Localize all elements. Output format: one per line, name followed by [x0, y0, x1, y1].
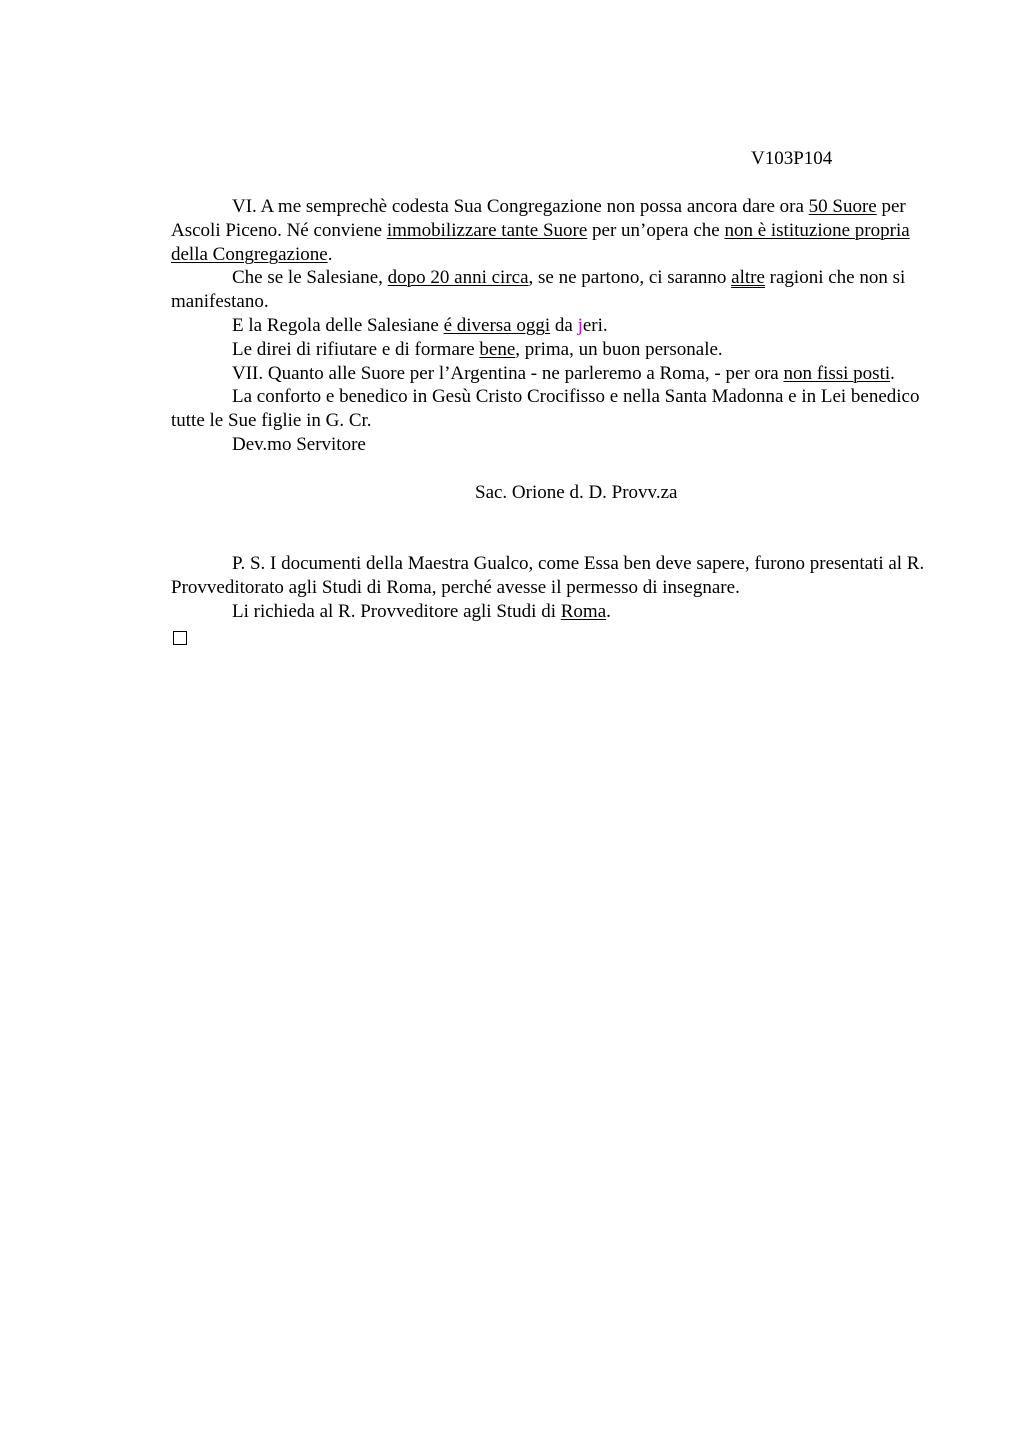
text-run: Le direi di rifiutare e di formare — [232, 338, 480, 360]
paragraph-rifiutare — [171, 338, 931, 362]
underlined-text: non fissi posti — [783, 362, 891, 384]
text-run: , prima, un buon personale. — [515, 338, 723, 360]
text-run: P. S. I documenti della Maestra Gualco, come Essa ben deve sapere, furono presentati al R. Provveditorato agli Studi di Roma, perché avesse il permesso di insegnare. — [171, 552, 925, 598]
text-run: per un’opera che — [587, 219, 725, 241]
text-run: Che se le Salesiane, — [232, 267, 388, 289]
double-underlined-text: altre — [731, 267, 765, 289]
letter-body — [171, 195, 931, 645]
underlined-text: non è istituzione propria della Congregazione — [171, 219, 910, 265]
signature: Sac. Orione d. D. Provv.za — [475, 481, 678, 503]
text-run: , se ne partono, ci saranno — [528, 267, 732, 289]
paragraph-vi — [171, 195, 931, 266]
paragraph-regola — [171, 314, 931, 338]
paragraph-vii — [171, 362, 931, 386]
closing-line — [171, 433, 931, 457]
text-run: VI. A me semprechè codesta Sua Congregazione non possa ancora dare ora — [232, 196, 809, 217]
text-run: E la Regola delle Salesiane — [232, 314, 444, 336]
underlined-text: bene — [479, 338, 516, 360]
text-run: eri. — [582, 314, 608, 336]
postscript-paragraph — [171, 552, 931, 600]
underlined-text: Roma — [560, 600, 607, 622]
underlined-text: immobilizzare tante Suore — [386, 219, 588, 241]
paragraph-blessing — [171, 385, 931, 433]
postscript-request — [171, 600, 931, 624]
blank-line — [171, 457, 931, 481]
text-run: La conforto e benedico in Gesù Cristo Crocifisso e nella Santa Madonna e in Lei benedico tutte le Sue figlie in G. Cr. — [171, 386, 920, 432]
end-marker-box-icon — [173, 631, 187, 645]
underlined-text: 50 Suore — [808, 196, 877, 217]
paragraph-salesiane — [171, 266, 931, 314]
text-run: VII. Quanto alle Suore per l’Argentina - ne parleremo a Roma, - per ora — [232, 362, 784, 384]
blank-lines — [171, 504, 931, 552]
text-run: ragioni che non si manifestano. — [171, 267, 906, 313]
text-run: da — [550, 314, 578, 336]
text-run: Dev.mo Servitore — [232, 433, 366, 455]
page-identifier: V103P104 — [751, 148, 833, 169]
underlined-text: dopo 20 anni circa — [387, 267, 529, 289]
highlighted-letter: j — [577, 314, 583, 336]
text-run: . — [606, 600, 611, 622]
text-run: Li richieda al R. Provveditore agli Studi di — [232, 600, 561, 622]
text-run: per Ascoli Piceno. Né conviene — [171, 196, 906, 241]
underlined-text: é diversa oggi — [443, 314, 551, 336]
text-run: . — [327, 243, 333, 265]
text-run: . — [890, 362, 895, 384]
